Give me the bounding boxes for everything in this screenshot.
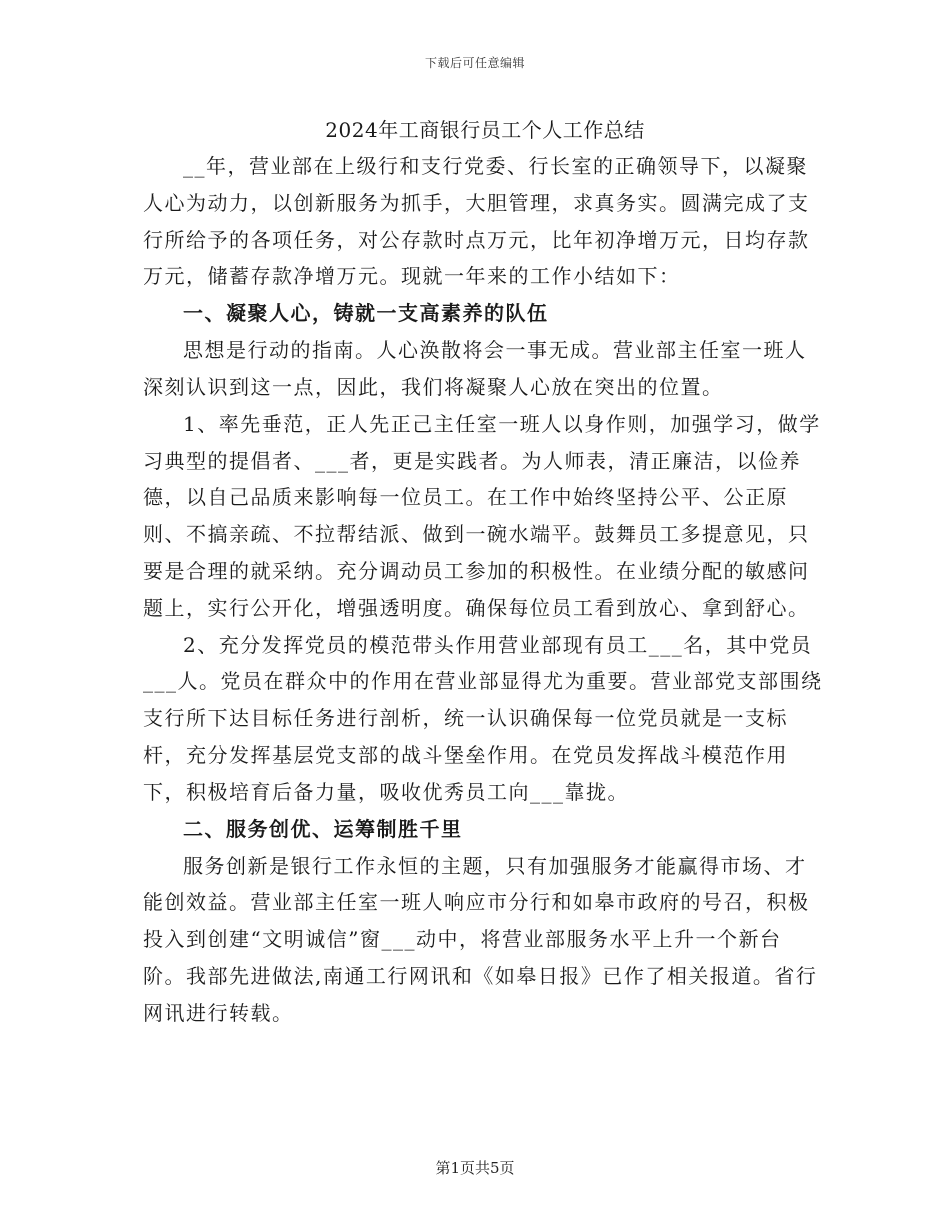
section-1-paragraph: 思想是行动的指南。人心涣散将会一事无成。营业部主任室一班人深刻认识到这一点，因此，我们将凝聚人心放在突出的位置。 <box>143 338 807 399</box>
header-note: 下载后可任意编辑 <box>424 56 525 70</box>
section-2-paragraph: 服务创新是银行工作永恒的主题，只有加强服务才能赢得市场、才能创效益。营业部主任室一班人响应市分行和如皋市政府的号召，积极投入到创建“文明诚信”窗___动中，将营业部服务水平上升一个新台阶。我部先进做法,南通工行网讯和《如皋日报》已作了相关报道。省行网讯进行转载。 <box>143 853 818 1025</box>
section-1-item-1: 1、率先垂范，正人先正己主任室一班人以身作则，加强学习，做学习典型的提倡者、___者，更是实践者。为人师表，清正廉洁，以俭养德，以自己品质来影响每一位员工。在工作中始终坚持公平、公正原则、不搞亲疏、不拉帮结派、做到一碗水端平。鼓舞员工多提意见，只要是合理的就采纳。充分调动员工参加的积极性。在业绩分配的敏感问题上，实行公开化，增强透明度。确保每位员工看到放心、拿到舒心。 <box>143 411 821 620</box>
section-heading-2: 二、服务创优、运筹制胜千里 <box>183 816 463 841</box>
intro-paragraph: __年，营业部在上级行和支行党委、行长室的正确领导下，以凝聚人心为动力，以创新服务为抓手，大胆管理，求真务实。圆满完成了支行所给予的各项任务，对公存款时点万元，比年初净增万元，日均存款万元，储蓄存款净增万元。现就一年来的工作小结如下： <box>143 154 810 289</box>
section-heading-1: 一、凝聚人心，铸就一支高素养的队伍 <box>183 301 549 326</box>
document-body <box>143 112 823 1032</box>
document-title: 2024年工商银行员工个人工作总结 <box>325 118 645 142</box>
page-number: 第1页共5页 <box>435 1159 515 1177</box>
section-1-item-2: 2、充分发挥党员的模范带头作用营业部现有员工___名，其中党员___人。党员在群众中的作用在营业部显得尤为重要。营业部党支部围绕支行所下达目标任务进行剖析，统一认识确保每一位党员就是一支标杆，充分发挥基层党支部的战斗堡垒作用。在党员发挥战斗模范作用下，积极培育后备力量，吸收优秀员工向___靠拢。 <box>143 632 823 804</box>
